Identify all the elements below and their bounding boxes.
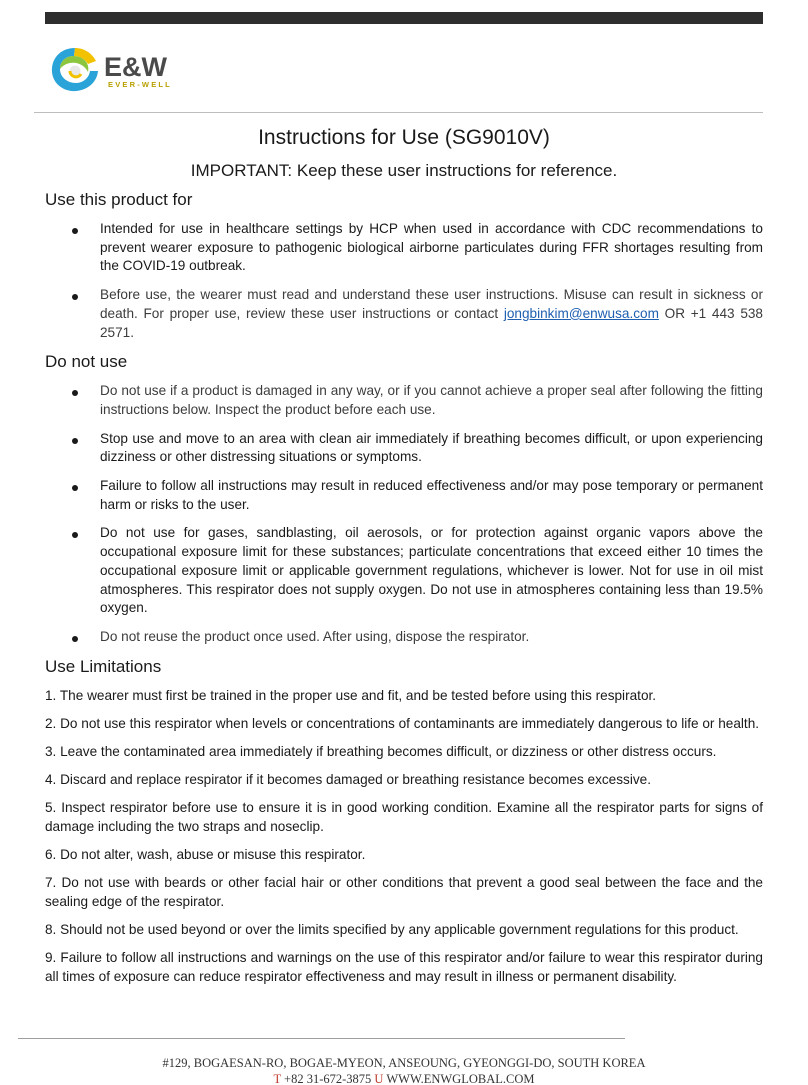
list-item: 2. Do not use this respirator when levels or concentrations of contaminants are immediately dangerous to life or health.: [45, 715, 760, 731]
bullet-icon: [72, 438, 78, 444]
use-for-list: [45, 220, 763, 342]
document-subtitle: IMPORTANT: Keep these user instructions for reference.: [190, 161, 618, 180]
list-item: Stop use and move to an area with clean air immediately if breathing becomes difficult, or upon experiencing dizziness or other distressing situations or symptoms.: [45, 430, 763, 467]
list-item: 3. Leave the contaminated area immediately if breathing becomes difficult, or dizziness or other distress occurs.: [45, 743, 717, 759]
document-title: Instructions for Use (SG9010V): [258, 126, 550, 149]
bullet-icon: [72, 532, 78, 538]
footer-website: WWW.ENWGLOBAL.COM: [383, 1072, 535, 1085]
list-item: 4. Discard and replace respirator if it becomes damaged or breathing resistance becomes excessive.: [45, 771, 651, 787]
bullet-icon: [72, 485, 78, 491]
footer-phone: +82 31-672-3875: [280, 1072, 375, 1085]
logo-swirl-icon: [48, 44, 102, 94]
list-item: Do not reuse the product once used. After using, dispose the respirator.: [45, 628, 763, 647]
list-item: Do not use for gases, sandblasting, oil aerosols, or for protection against organic vapors above the occupational exposure limit for these substances; particulate concentrations that exceed either 10 times the occupational exposure limit or applicable government regulations, whichever is lower. Not for use in oil mist atmospheres. This respirator does not supply oxygen. Do not use in atmospheres containing less than 19.5% oxygen.: [45, 524, 763, 618]
do-not-use-list: [45, 382, 763, 646]
header-divider: [34, 112, 763, 113]
list-item: Do not use if a product is damaged in any way, or if you cannot achieve a proper seal after following the fitting instructions below. Inspect the product before each use.: [45, 382, 763, 419]
list-item: 7. Do not use with beards or other facial hair or other conditions that prevent a good seal between the face and the sealing edge of the respirator.: [45, 874, 763, 909]
list-item: Before use, the wearer must read and understand these user instructions. Misuse can result in sickness or death. For proper use, review these user instructions or contact jongbinkim@enwusa.com OR +1 443 538 2571.: [45, 286, 763, 342]
list-item: 6. Do not alter, wash, abuse or misuse this respirator.: [45, 846, 366, 862]
section-heading-do-not-use: Do not use: [45, 352, 128, 372]
contact-email-link[interactable]: jongbinkim@enwusa.com: [503, 305, 659, 321]
phone-label: T: [273, 1072, 281, 1085]
list-item: 5. Inspect respirator before use to ensure it is in good working condition. Examine all the respirator parts for signs of damage including the two straps and noseclip.: [45, 800, 763, 834]
list-item: Failure to follow all instructions may result in reduced effectiveness and/or may pose temporary or permanent harm or risks to the user.: [45, 477, 763, 514]
logo-tagline: EVER-WELL: [108, 80, 172, 89]
section-heading-use-limitations: Use Limitations: [45, 656, 162, 676]
bullet-icon: [72, 228, 78, 234]
logo-wordmark: E&W: [104, 52, 167, 82]
list-item: 9. Failure to follow all instructions and warnings on the use of this respirator and/or failure to wear this respirator during all times of exposure can reduce respirator effectiveness and may result in illness or permanent disability.: [45, 949, 763, 984]
section-heading-use-for: Use this product for: [45, 190, 193, 209]
url-label: U: [374, 1072, 384, 1085]
footer-address: #129, BOGAESAN-RO, BOGAE-MYEON, ANSEOUNG, GYEONGGI-DO, SOUTH KOREA: [162, 1056, 646, 1070]
top-header-bar: [45, 12, 763, 24]
bullet-icon: [72, 636, 78, 642]
company-logo: [48, 44, 198, 94]
bullet-icon: [72, 390, 78, 396]
use-limitations-list: [45, 687, 763, 987]
document-body: [45, 121, 763, 996]
footer-divider: [18, 1038, 625, 1039]
list-item: 8. Should not be used beyond or over the limits specified by any applicable government regulations for this product.: [45, 921, 739, 937]
footer-contact: [0, 1071, 808, 1085]
list-item: Intended for use in healthcare settings by HCP when used in accordance with CDC recommendations to prevent wearer exposure to pathogenic biological airborne particulates during FFR shortages resulting from the COVID-19 outbreak.: [45, 220, 763, 276]
list-item: 1. The wearer must first be trained in the proper use and fit, and be tested before using this respirator.: [45, 687, 657, 703]
bullet-icon: [72, 294, 78, 300]
